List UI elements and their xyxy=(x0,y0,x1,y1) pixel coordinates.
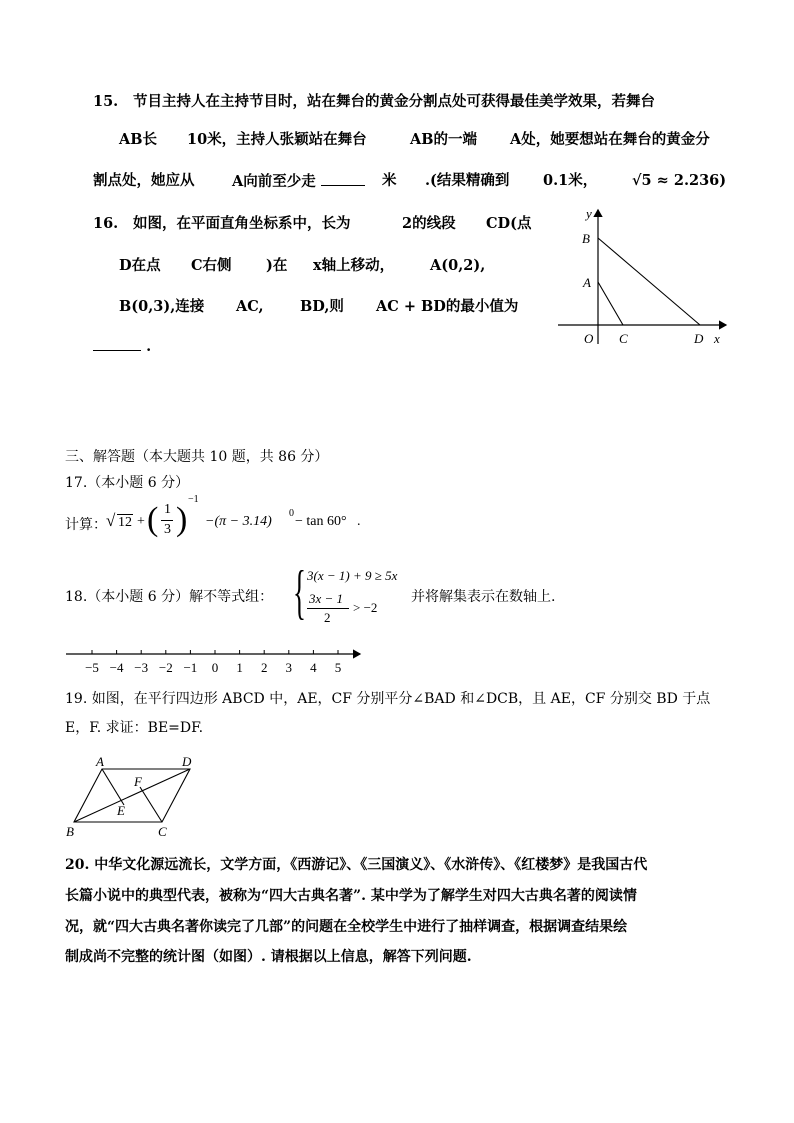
q16-line3-a: B(0,3),连接 xyxy=(119,298,205,315)
q16-line1-a: 如图，在平面直角坐标系中，长为 xyxy=(133,215,351,232)
q16-line3-c: BD,则 xyxy=(300,298,344,315)
q18-brace: { xyxy=(293,559,306,625)
q19-line1: 19. 如图，在平行四边形 ABCD 中，AE，CF 分别平分∠BAD 和∠DCB，且 AE，CF 分别交 BD 于点 xyxy=(65,691,711,707)
q19-label-e: E xyxy=(117,803,125,818)
q19-segment-cf xyxy=(140,787,162,822)
q17-tail: − tan 60° xyxy=(295,514,347,529)
q17-frac-bar xyxy=(161,520,173,521)
number-line-tick-label: 5 xyxy=(334,660,342,675)
number-line-tick-label: −4 xyxy=(109,660,124,675)
q16-answer-blank xyxy=(93,336,141,351)
q17-header: 17.（本小题 6 分） xyxy=(65,475,190,491)
q19-label-a: A xyxy=(96,754,104,769)
q17-exponent: −1 xyxy=(188,494,199,505)
q20-line3: 况，就“四大古典名著你读完了几部”的问题在全校学生中进行了抽样调查，根据调查结果绘 xyxy=(65,919,628,935)
q18-suffix: 并将解集表示在数轴上. xyxy=(411,589,556,605)
q16-label-o: O xyxy=(584,331,594,346)
q20-line1: 20. 中华文化源远流长，文学方面，《西游记》、《三国演义》、《水浒传》、《红楼梦》是我国古代 xyxy=(65,857,648,873)
q16-line2-d: x轴上移动， xyxy=(313,257,395,274)
q19-label-d: D xyxy=(182,754,192,769)
q15-line3-c: 米 xyxy=(382,172,397,189)
q18-ineq2-rhs: > −2 xyxy=(353,600,378,615)
q19-label-f: F xyxy=(134,774,142,789)
q17-sqrt-sign: √ xyxy=(106,511,116,530)
number-line-tick-label: −3 xyxy=(134,660,149,675)
q16-line2-a: D在点 xyxy=(119,257,161,274)
q16-label-b: B xyxy=(582,231,590,246)
q16-label-c: C xyxy=(619,331,628,346)
q15-line2-d: A处，她要想站在舞台的黄金分 xyxy=(510,131,710,148)
number-line-tick-label: 3 xyxy=(285,660,293,675)
q19-segment-ae xyxy=(102,769,124,805)
number-line-tick-label: −1 xyxy=(183,660,198,675)
q15-line3-f: √5 ≈ 2.236) xyxy=(632,172,727,189)
q17-rest: −(π − 3.14) xyxy=(205,514,272,529)
q15-number: 15. xyxy=(93,93,119,110)
q18-ineq2-den: 2 xyxy=(324,610,331,625)
q16-label-x: x xyxy=(714,331,720,346)
q17-paren-right: ) xyxy=(176,501,188,538)
q20-line2: 长篇小说中的典型代表，被称为“四大古典名著”. 某中学为了解学生对四大古典名著的阅读情 xyxy=(65,888,637,904)
q16-line4: . xyxy=(93,336,151,357)
q17-plus: + xyxy=(137,514,145,529)
q16-line2-b: C右侧 xyxy=(191,257,232,274)
q16-line3-d: AC + BD的最小值为 xyxy=(376,298,519,315)
q16-number: 16. xyxy=(93,215,119,232)
q16-line2-c: )在 xyxy=(266,257,288,274)
section3-title: 三、解答题（本大题共 10 题，共 86 分） xyxy=(65,449,329,465)
q20-line4: 制成尚不完整的统计图（如图）. 请根据以上信息，解答下列问题. xyxy=(65,949,472,965)
q18-system xyxy=(293,559,413,630)
q16-line2-e: A(0,2), xyxy=(430,257,486,274)
number-line-tick-label: 0 xyxy=(211,660,219,675)
q17-prefix: 计算： xyxy=(65,518,107,533)
q17-frac-den: 3 xyxy=(164,522,171,537)
q19-diagonal-bd xyxy=(74,769,190,822)
q15-line2-a: AB长 xyxy=(119,131,158,148)
number-line-tick-label: −2 xyxy=(158,660,173,675)
q18-ineq1: 3(x − 1) + 9 ≥ 5x xyxy=(307,568,398,583)
q15-line2-c: AB的一端 xyxy=(410,131,478,148)
q18-ineq2-bar xyxy=(307,608,349,609)
q19-label-c: C xyxy=(158,824,167,839)
number-line-tick-label: 1 xyxy=(236,660,243,675)
number-line xyxy=(62,644,372,676)
number-line-tick-label: 2 xyxy=(260,660,268,675)
q18-ineq2-num: 3x − 1 xyxy=(309,591,344,606)
q19-parallelogram-figure xyxy=(62,750,202,840)
q16-line1-b: 2的线段 xyxy=(402,215,456,232)
q15-line1: 节目主持人在主持节目时，站在舞台的黄金分割点处可获得最佳美学效果，若舞台 xyxy=(133,93,655,110)
number-line-tick-label: −5 xyxy=(85,660,99,675)
q15-line3-b: A向前至少走 xyxy=(232,171,365,192)
q17-frac-num: 1 xyxy=(164,502,171,517)
q19-line2: E，F. 求证：BE=DF. xyxy=(65,720,204,736)
q16-line3-b: AC, xyxy=(236,298,264,315)
q17-period: . xyxy=(357,514,361,529)
q15-line3-a: 割点处，她应从 xyxy=(93,172,195,189)
number-line-tick-label: 4 xyxy=(310,660,317,675)
q16-label-a: A xyxy=(583,275,591,290)
q16-label-d: D xyxy=(694,331,704,346)
q17-exponent0: 0 xyxy=(289,508,294,519)
q16-line1-c: CD(点 xyxy=(486,215,532,232)
q18-header: 18.（本小题 6 分）解不等式组： xyxy=(65,589,274,605)
q15-answer-blank xyxy=(321,171,365,186)
q19-label-b: B xyxy=(66,824,74,839)
q16-segment-bd xyxy=(598,238,700,325)
q16-coordinate-figure xyxy=(550,204,740,354)
q17-sqrt-value: 12 xyxy=(118,515,132,530)
q17-paren-left: ( xyxy=(147,501,159,538)
q16-label-y: y xyxy=(586,206,592,221)
q16-segment-ac xyxy=(598,282,623,325)
q15-line3-e: 0.1米， xyxy=(543,172,598,189)
q15-line3-d: .(结果精确到 xyxy=(425,172,510,189)
q15-line2-b: 10米，主持人张颖站在舞台 xyxy=(187,131,367,148)
